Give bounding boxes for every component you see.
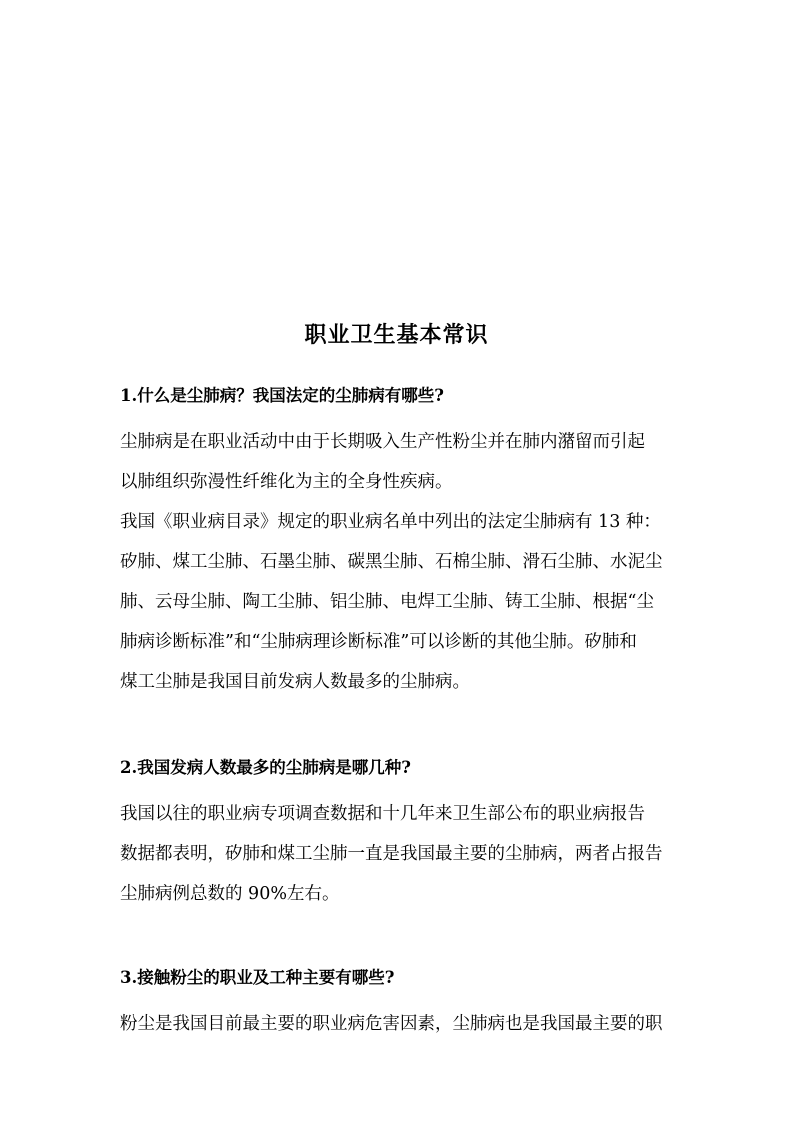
section-3-paragraph-1 bbox=[120, 1004, 700, 1044]
text-line: 我国《职业病目录》规定的职业病名单中列出的法定尘肺病有 13 种： bbox=[120, 512, 661, 532]
section-1-paragraph-1 bbox=[120, 422, 700, 502]
text-line: 肺、云母尘肺、陶工尘肺、铝尘肺、电焊工尘肺、铸工尘肺、根据“尘 bbox=[120, 592, 654, 612]
text-line: 尘肺病是在职业活动中由于长期吸入生产性粉尘并在肺内潴留而引起 bbox=[120, 432, 645, 452]
section-1-paragraph-2 bbox=[120, 502, 700, 702]
section-3-heading: 3.接触粉尘的职业及工种主要有哪些? bbox=[120, 968, 395, 987]
section-1-heading: 1.什么是尘肺病？我国法定的尘肺病有哪些? bbox=[120, 386, 444, 405]
text-line: 数据都表明，矽肺和煤工尘肺一直是我国最主要的尘肺病，两者占报告 bbox=[120, 844, 663, 864]
text-line: 粉尘是我国目前最主要的职业病危害因素，尘肺病也是我国最主要的职 bbox=[120, 1014, 663, 1034]
text-line: 尘肺病例总数的 90%左右。 bbox=[120, 884, 340, 904]
text-line: 以肺组织弥漫性纤维化为主的全身性疾病。 bbox=[120, 472, 453, 492]
text-line: 煤工尘肺是我国目前发病人数最多的尘肺病。 bbox=[120, 672, 470, 692]
text-line: 我国以往的职业病专项调查数据和十几年来卫生部公布的职业病报告 bbox=[120, 804, 645, 824]
text-line: 肺病诊断标准”和“尘肺病理诊断标准”可以诊断的其他尘肺。矽肺和 bbox=[120, 632, 637, 652]
section-2-heading: 2.我国发病人数最多的尘肺病是哪几种? bbox=[120, 758, 411, 777]
text-line: 矽肺、煤工尘肺、石墨尘肺、碳黑尘肺、石棉尘肺、滑石尘肺、水泥尘 bbox=[120, 552, 663, 572]
page-title: 职业卫生基本常识 bbox=[304, 322, 489, 348]
section-2-paragraph-1 bbox=[120, 794, 700, 914]
